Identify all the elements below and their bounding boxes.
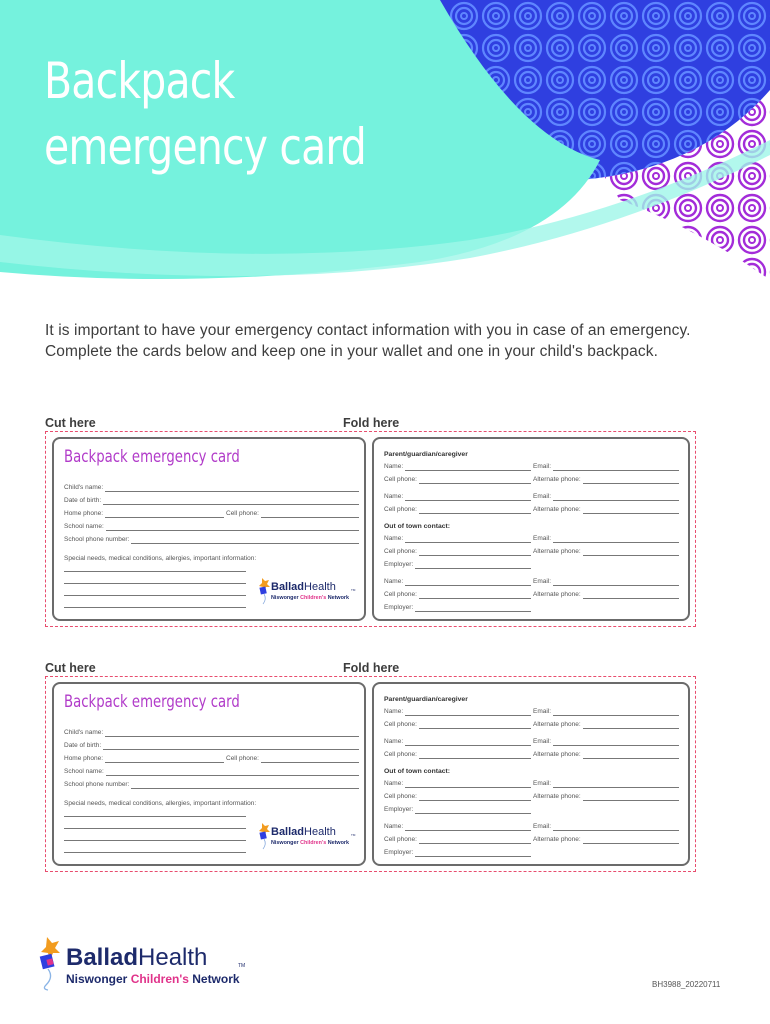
oot1-email-field[interactable]: Email: [533, 535, 679, 543]
parent2-cell-field[interactable]: Cell phone: [384, 751, 531, 759]
oot2-name-field[interactable]: Name: [384, 578, 531, 586]
oot2-email-field[interactable]: Email: [533, 823, 679, 831]
special-needs-line[interactable] [64, 607, 246, 608]
logo-subtitle: Niswonger Children's Network [271, 840, 349, 846]
oot1-alt-phone-field[interactable]: Alternate phone: [533, 548, 679, 556]
emergency-card-1 [45, 431, 696, 627]
svg-text:TM: TM [351, 588, 356, 592]
oot2-email-field[interactable]: Email: [533, 578, 679, 586]
cell-phone-field[interactable]: Cell phone: [226, 755, 359, 763]
logo-wordmark: BalladHealth [271, 826, 336, 838]
home-phone-field[interactable]: Home phone: [64, 510, 224, 518]
special-needs-line[interactable] [64, 595, 246, 596]
parent1-alt-phone-field[interactable]: Alternate phone: [533, 476, 679, 484]
parent1-email-field[interactable]: Email: [533, 463, 679, 471]
cut-here-label: Cut here [45, 661, 96, 675]
logo-subtitle: Niswonger Children's Network [66, 972, 240, 986]
cut-here-label: Cut here [45, 416, 96, 430]
oot2-alt-phone-field[interactable]: Alternate phone: [533, 591, 679, 599]
special-needs-line[interactable] [64, 828, 246, 829]
parent2-email-field[interactable]: Email: [533, 493, 679, 501]
dob-field[interactable]: Date of birth: [64, 742, 359, 750]
emergency-card-2 [45, 676, 696, 872]
parent1-name-field[interactable]: Name: [384, 708, 531, 716]
home-phone-field[interactable]: Home phone: [64, 755, 224, 763]
title-line-1: Backpack [44, 52, 235, 110]
oot2-employer-field[interactable]: Employer: [384, 604, 531, 612]
special-needs-line[interactable] [64, 583, 246, 584]
dob-field[interactable]: Date of birth: [64, 497, 359, 505]
oot1-alt-phone-field[interactable]: Alternate phone: [533, 793, 679, 801]
school-name-field[interactable]: School name: [64, 768, 359, 776]
card-title: Backpack emergency card [64, 447, 240, 467]
oot2-alt-phone-field[interactable]: Alternate phone: [533, 836, 679, 844]
title-line-2: emergency card [44, 118, 366, 176]
oot1-cell-field[interactable]: Cell phone: [384, 793, 531, 801]
parent2-name-field[interactable]: Name: [384, 493, 531, 501]
school-phone-field[interactable]: School phone number: [64, 536, 359, 544]
special-needs-label: Special needs, medical conditions, allergies, important information: [64, 555, 257, 562]
school-name-field[interactable]: School name: [64, 523, 359, 531]
oot1-employer-field[interactable]: Employer: [384, 561, 531, 569]
parent2-name-field[interactable]: Name: [384, 738, 531, 746]
oot1-employer-field[interactable]: Employer: [384, 806, 531, 814]
intro-paragraph: It is important to have your emergency contact information with you in case of an emergency. Complete the cards below and keep one in your wallet and one in your child's backpack. [45, 322, 691, 360]
footer-ballad-health-logo [38, 935, 253, 991]
special-needs-line[interactable] [64, 816, 246, 817]
card-front-panel [52, 682, 366, 866]
card-back-panel [372, 682, 690, 866]
childs-name-field[interactable]: Child's name: [64, 729, 359, 737]
childs-name-field[interactable]: Child's name: [64, 484, 359, 492]
parent1-cell-field[interactable]: Cell phone: [384, 476, 531, 484]
parent-guardian-heading: Parent/guardian/caregiver [384, 696, 468, 703]
oot2-name-field[interactable]: Name: [384, 823, 531, 831]
oot1-name-field[interactable]: Name: [384, 535, 531, 543]
ballad-health-logo [259, 577, 359, 605]
kite-tail [44, 969, 50, 990]
school-phone-field[interactable]: School phone number: [64, 781, 359, 789]
card-front-panel [52, 437, 366, 621]
oot2-cell-field[interactable]: Cell phone: [384, 591, 531, 599]
parent2-cell-field[interactable]: Cell phone: [384, 506, 531, 514]
special-needs-label: Special needs, medical conditions, allergies, important information: [64, 800, 257, 807]
parent1-email-field[interactable]: Email: [533, 708, 679, 716]
fold-here-label: Fold here [343, 416, 400, 430]
svg-text:TM: TM [351, 833, 356, 837]
parent1-name-field[interactable]: Name: [384, 463, 531, 471]
oot1-name-field[interactable]: Name: [384, 780, 531, 788]
parent-guardian-heading: Parent/guardian/caregiver [384, 451, 468, 458]
oot1-cell-field[interactable]: Cell phone: [384, 548, 531, 556]
document-code: BH3988_20220711 [652, 980, 721, 989]
page-title [44, 48, 366, 180]
special-needs-line[interactable] [64, 571, 246, 572]
oot2-employer-field[interactable]: Employer: [384, 849, 531, 857]
parent2-alt-phone-field[interactable]: Alternate phone: [533, 506, 679, 514]
ballad-health-logo [259, 822, 359, 850]
card-title: Backpack emergency card [64, 692, 240, 712]
parent1-alt-phone-field[interactable]: Alternate phone: [533, 721, 679, 729]
cell-phone-field[interactable]: Cell phone: [226, 510, 359, 518]
logo-wordmark: BalladHealth [66, 944, 208, 971]
fold-here-label: Fold here [343, 661, 400, 675]
logo-subtitle: Niswonger Children's Network [271, 595, 349, 601]
svg-text:TM: TM [238, 963, 246, 969]
special-needs-line[interactable] [64, 852, 246, 853]
oot2-cell-field[interactable]: Cell phone: [384, 836, 531, 844]
oot1-email-field[interactable]: Email: [533, 780, 679, 788]
parent1-cell-field[interactable]: Cell phone: [384, 721, 531, 729]
parent2-alt-phone-field[interactable]: Alternate phone: [533, 751, 679, 759]
special-needs-line[interactable] [64, 840, 246, 841]
out-of-town-heading: Out of town contact: [384, 768, 451, 775]
card-back-panel [372, 437, 690, 621]
parent2-email-field[interactable]: Email: [533, 738, 679, 746]
logo-wordmark: BalladHealth [271, 581, 336, 593]
out-of-town-heading: Out of town contact: [384, 523, 451, 530]
